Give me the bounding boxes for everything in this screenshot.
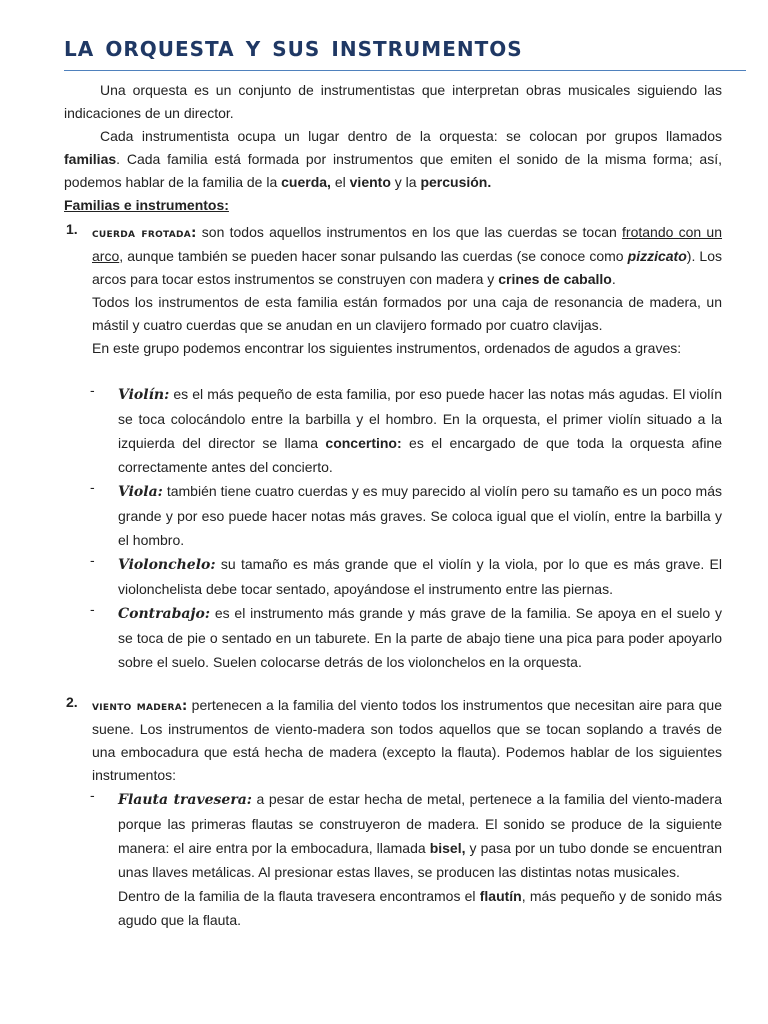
body-text: son todos aquellos instrumentos en los que las cuerdas se tocan xyxy=(196,224,623,240)
instrument-name: Violín: xyxy=(118,387,170,403)
title-rule xyxy=(64,70,746,71)
page-title: la orquesta y sus instrumentos xyxy=(64,29,523,63)
list-item xyxy=(90,787,722,932)
body-text: , más pequeño y de sonido más agudo que la flauta. xyxy=(118,888,722,928)
body-text: . xyxy=(611,271,616,287)
list-dash: - xyxy=(90,787,95,803)
section-paragraph: Todos los instrumentos de esta familia están formados por una caja de resonancia de madera, un mástil y cuatro cuerdas que se anudan en un clavijero formado por cuatro clavijas. xyxy=(92,294,722,333)
list-item xyxy=(90,479,722,552)
section-paragraph: En este grupo podemos encontrar los siguientes instrumentos, ordenados de agudos a graves: xyxy=(92,340,682,356)
body-text: ). Los arcos para tocar estos instrumentos se construyen con madera y xyxy=(92,248,722,287)
section-number: 1. xyxy=(66,221,78,237)
intro-text: y la xyxy=(390,174,421,190)
bold-term: concertino: xyxy=(325,435,402,451)
italic-term: pizzicato xyxy=(627,248,687,264)
instrument-name: Viola: xyxy=(118,484,163,500)
body-text: es el más pequeño de esta familia, por eso puede hacer las notas más agudas. El violín se toca colocándolo entre la barbilla y el hombro. En la orquesta, el primer violín situado a la izquierda del director se llama xyxy=(118,386,722,451)
bold-term: viento xyxy=(349,174,391,190)
bold-term: bisel, xyxy=(429,840,466,856)
bold-term: familias xyxy=(64,151,117,167)
section-number: 2. xyxy=(66,694,78,710)
section-cuerda-frotada xyxy=(64,221,722,382)
intro-text: . Cada familia está formada por instrumentos que emiten el sonido de la misma forma; así, podemos hablar de la familia de la xyxy=(64,151,722,190)
intro-text: Una orquesta es un conjunto de instrumentistas que interpretan obras musicales siguiendo las indicaciones de un director. xyxy=(64,82,722,121)
bold-term: flautín xyxy=(479,888,522,904)
bold-term: crines de caballo xyxy=(498,271,612,287)
instrument-list-viento xyxy=(64,787,722,932)
spacer xyxy=(92,360,722,382)
section-paragraph xyxy=(92,694,722,787)
intro-paragraph-1 xyxy=(64,79,722,125)
intro-paragraph-2 xyxy=(64,125,722,194)
body-text: es el instrumento más grande y más grave de la familia. Se apoya en el suelo y se toca de pie o sentado en un taburete. En la parte de abajo tiene una pica para poder apoyarlo sobre el suelo. Suelen colocarse detrás de los violonchelos en la orquesta. xyxy=(118,605,722,670)
list-dash: - xyxy=(90,479,95,495)
instrument-list-cuerda xyxy=(64,382,722,674)
bold-term: percusión. xyxy=(420,174,492,190)
list-dash: - xyxy=(90,382,95,398)
list-item xyxy=(90,601,722,674)
body-text: a pesar de estar hecha de metal, pertenece a la familia del viento-madera porque las primeras flautas se construyeron de madera. El sonido se produce de la siguiente manera: el aire entra por la embocadura, llamada xyxy=(118,791,723,856)
body-text: pertenecen a la familia del viento todos los instrumentos que necesitan aire para que suene. Los instrumentos de viento-madera son todos aquellos que se tocan soplando a través de una embocadura que está hecha de madera (excepto la flauta). Podemos hablar de los siguientes instrumentos: xyxy=(92,697,722,783)
intro-text: Cada instrumentista ocupa un lugar dentro de la orquesta: se colocan por grupos llamados xyxy=(100,128,722,144)
underlined-text: frotando con un arco xyxy=(92,224,723,264)
family-name: cuerda frotada: xyxy=(92,226,197,241)
spacer xyxy=(64,674,722,690)
intro-text: el xyxy=(330,174,350,190)
instrument-name: Violonchelo: xyxy=(118,557,216,573)
instrument-name: Flauta travesera: xyxy=(118,792,252,808)
bold-term: cuerda, xyxy=(281,174,331,190)
section-paragraph xyxy=(92,221,722,291)
list-dash: - xyxy=(90,601,95,617)
body-text: también tiene cuatro cuerdas y es muy parecido al violín pero su tamaño es un poco más grande y por eso puede hacer notas más graves. Se coloca igual que el violín, entre la barbilla y el hombro. xyxy=(118,483,722,548)
body-text: y pasa por un tubo donde se encuentran unas llaves metálicas. Al presionar estas llaves, se producen las distintas notas musicales. xyxy=(118,840,722,880)
body-text: , aunque también se pueden hacer sonar pulsando las cuerdas (se conoce como xyxy=(119,248,628,264)
list-dash: - xyxy=(90,552,95,568)
body-text: su tamaño es más grande que el violín y la viola, por lo que es más grave. El violonchelista debe tocar sentado, apoyándose el instrumento entre las piernas. xyxy=(118,556,722,597)
family-name: viento madera: xyxy=(92,699,188,714)
section-subheading: Familias e instrumentos: xyxy=(64,197,229,213)
instrument-name: Contrabajo: xyxy=(118,606,211,622)
body-text: es el encargado de que toda la orquesta afine correctamente antes del concierto. xyxy=(118,435,722,475)
list-item xyxy=(90,382,722,479)
section-viento-madera xyxy=(64,694,722,787)
body-text: Dentro de la familia de la flauta travesera encontramos el xyxy=(118,888,480,904)
list-item xyxy=(90,552,722,601)
